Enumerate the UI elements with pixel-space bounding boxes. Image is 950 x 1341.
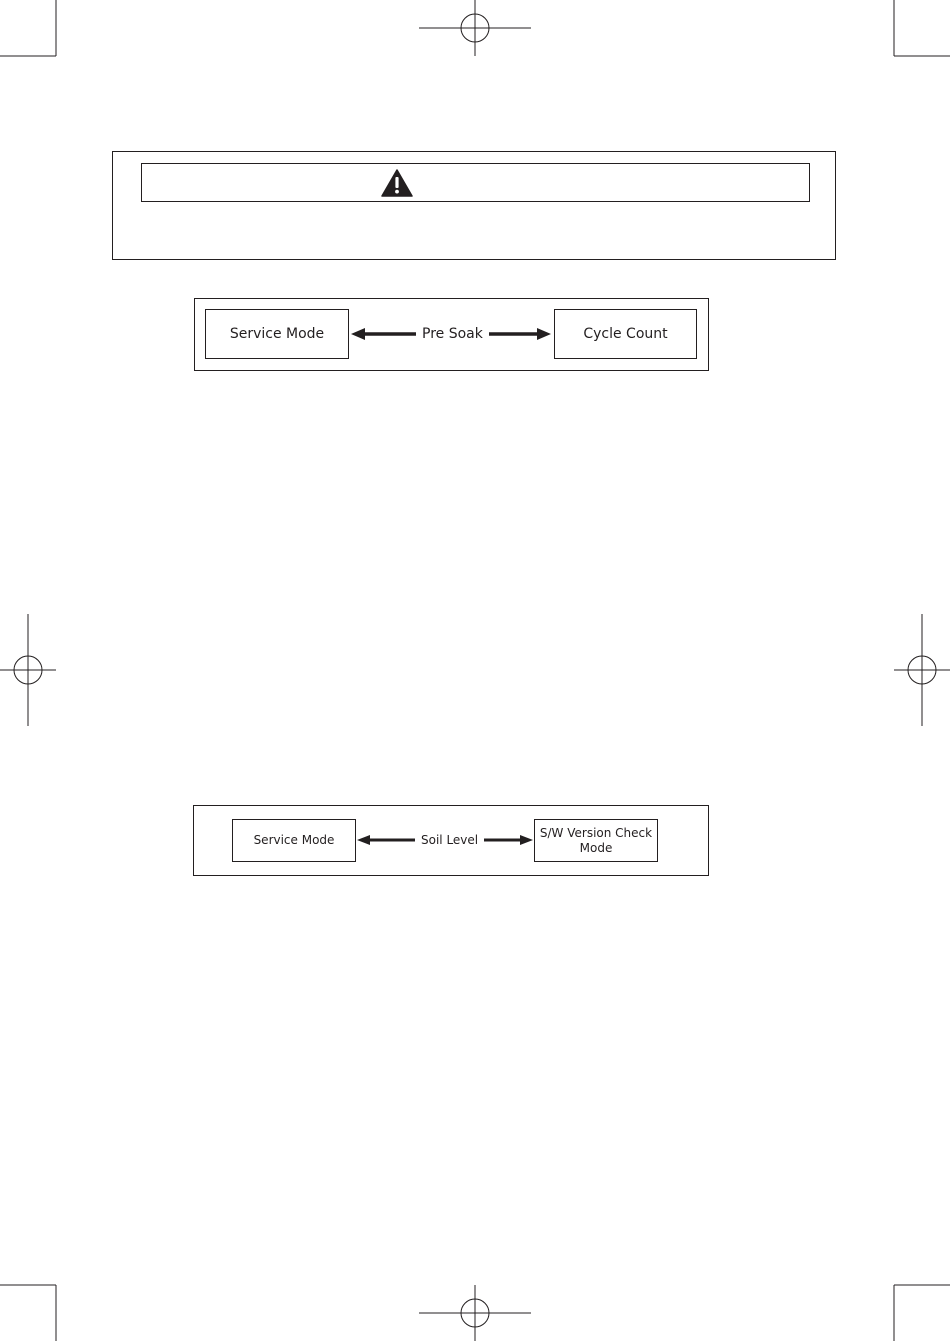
- sw-version-check-box: [534, 819, 658, 862]
- sw-version-check-line1: S/W Version Check: [539, 825, 653, 840]
- pre-soak-flow-diagram: [194, 298, 709, 371]
- sw-version-check-label: [540, 826, 652, 856]
- warning-header: [141, 163, 810, 202]
- warning-triangle-icon: [381, 169, 413, 197]
- soil-level-flow-diagram: [193, 805, 709, 876]
- warning-box: [112, 151, 836, 260]
- pre-soak-label: Pre Soak: [416, 323, 489, 345]
- service-mode-box: [205, 309, 349, 359]
- sw-version-check-line2: Mode: [579, 840, 613, 855]
- cycle-count-label: Cycle Count: [583, 326, 668, 342]
- service-mode-box: [232, 819, 356, 862]
- service-mode-label: Service Mode: [253, 833, 335, 847]
- service-mode-label: Service Mode: [229, 326, 325, 342]
- cycle-count-box: [554, 309, 697, 359]
- soil-level-label: Soil Level: [415, 830, 484, 850]
